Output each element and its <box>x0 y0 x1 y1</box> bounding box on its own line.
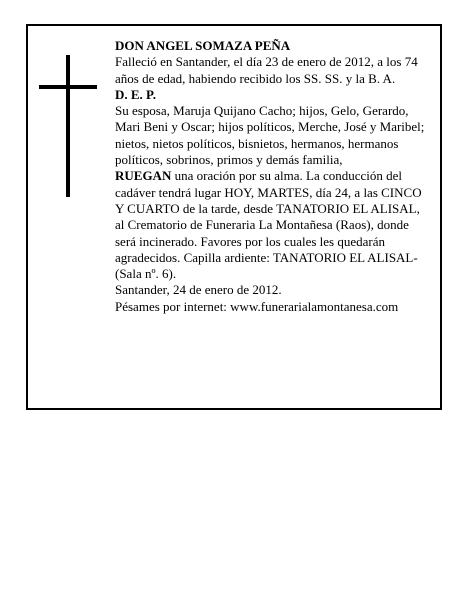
ruegan-label: RUEGAN <box>115 168 172 184</box>
deceased-name: DON ANGEL SOMAZA PEÑA <box>115 38 291 53</box>
cross-icon-bar <box>39 85 97 89</box>
family-list: Su esposa, Maruja Quijano Cacho; hijos, Gelo, Gerardo, Mari Beni y Oscar; hijos políticos, Merche, José y Maribel; nietos, nietos políticos, bisnietos, hermanos, hermanos políticos, sobrinos, primos y demás familia, <box>115 103 425 168</box>
death-line: Falleció en Santander, el día 23 de enero de 2012, a los 74 años de edad, habiendo recibido los SS. SS. y la B. A. <box>115 54 418 86</box>
obituary-text <box>115 38 431 315</box>
dep-line: D. E. P. <box>115 86 157 102</box>
place-date: Santander, 24 de enero de 2012. <box>115 282 282 298</box>
ruegan-text: una oración por su alma. La conducción del cadáver tendrá lugar HOY, MARTES, día 24, a las CINCO Y CUARTO de la tarde, desde TANATORIO EL ALISAL, al Crematorio de Funeraria La Montañesa (Raos), donde será incinerado. Favores por los cuales les quedarán agradecidos. Capilla ardiente: TANATORIO EL ALISAL-(Sala nº. 6). <box>115 168 422 282</box>
internet-line: Pésames por internet: www.funerarialamontanesa.com <box>115 298 399 314</box>
cross-icon <box>66 55 70 197</box>
ruegan-paragraph <box>115 168 431 282</box>
